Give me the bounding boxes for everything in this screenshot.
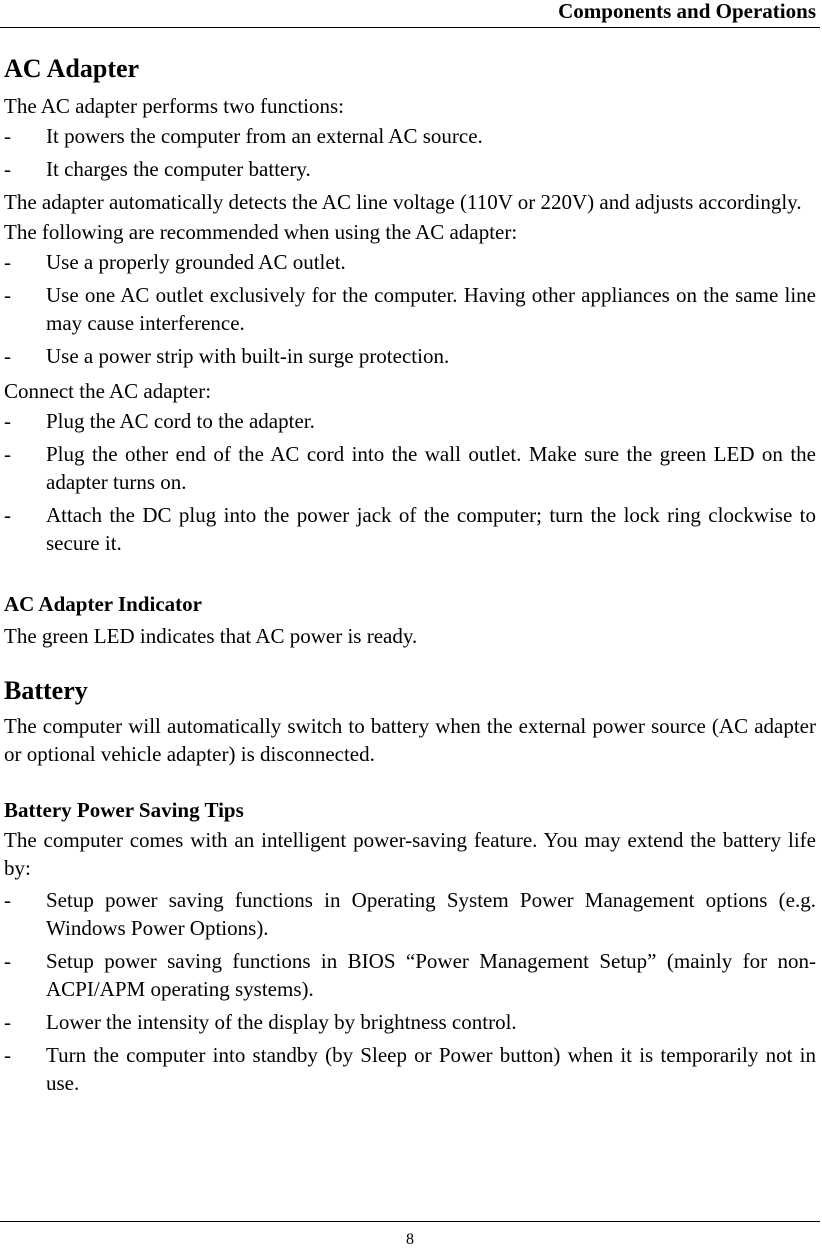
list-item-text: It charges the computer battery. xyxy=(46,157,311,181)
list-item xyxy=(4,1041,816,1097)
section-heading: AC Adapter xyxy=(4,54,140,83)
list-item xyxy=(4,342,816,370)
list-item-text: Attach the DC plug into the power jack of the computer; turn the lock ring clockwise to secure it. xyxy=(46,503,816,555)
list-item xyxy=(4,501,816,557)
page-footer xyxy=(0,1221,820,1248)
paragraph: The following are recommended when using the AC adapter: xyxy=(4,220,518,244)
section-heading: Battery xyxy=(4,676,88,705)
page-header xyxy=(0,0,820,28)
list-item-text: Plug the other end of the AC cord into the wall outlet. Make sure the green LED on the adapter turns on. xyxy=(46,442,816,494)
list-marker: - xyxy=(4,124,11,148)
ac-adapter-section xyxy=(4,48,816,652)
paragraph: The green LED indicates that AC power is ready. xyxy=(4,624,418,648)
list-item-text: Setup power saving functions in Operating System Power Management options (e.g. Windows Power Options). xyxy=(46,888,816,940)
subsection-heading: Battery Power Saving Tips xyxy=(4,798,244,822)
list-marker: - xyxy=(4,157,11,181)
paragraph: The adapter automatically detects the AC line voltage (110V or 220V) and adjusts accordingly. xyxy=(4,190,802,214)
list-item-text: Use a properly grounded AC outlet. xyxy=(46,250,346,274)
list-item-text: Setup power saving functions in BIOS “Power Management Setup” (mainly for non-ACPI/APM operating systems). xyxy=(46,949,816,1001)
list-item xyxy=(4,1008,816,1036)
list-marker: - xyxy=(4,1010,11,1034)
page-content xyxy=(4,48,816,1102)
list-marker: - xyxy=(4,283,11,307)
list-marker: - xyxy=(4,1043,11,1067)
list-marker: - xyxy=(4,344,11,368)
list-item-text: Use one AC outlet exclusively for the computer. Having other appliances on the same line may cause interference. xyxy=(46,283,816,335)
battery-section xyxy=(4,670,816,1097)
subsection-heading: AC Adapter Indicator xyxy=(4,592,202,616)
list-item xyxy=(4,947,816,1003)
list-marker: - xyxy=(4,250,11,274)
header-title: Components and Operations xyxy=(558,0,816,23)
list-marker: - xyxy=(4,409,11,433)
list-item xyxy=(4,122,816,150)
list-item-text: Plug the AC cord to the adapter. xyxy=(46,409,315,433)
list-item xyxy=(4,248,816,276)
list-item xyxy=(4,155,816,183)
list-marker: - xyxy=(4,949,11,973)
list-marker: - xyxy=(4,888,11,912)
list-marker: - xyxy=(4,503,11,527)
list-item xyxy=(4,440,816,496)
list-item xyxy=(4,407,816,435)
list-item xyxy=(4,886,816,942)
list-item xyxy=(4,281,816,337)
paragraph: Connect the AC adapter: xyxy=(4,379,212,403)
paragraph: The computer will automatically switch to battery when the external power source (AC adapter or optional vehicle adapter) is disconnected. xyxy=(4,714,816,766)
list-item-text: Turn the computer into standby (by Sleep or Power button) when it is temporarily not in use. xyxy=(46,1043,816,1095)
list-item-text: It powers the computer from an external AC source. xyxy=(46,124,483,148)
paragraph: The AC adapter performs two functions: xyxy=(4,94,344,118)
list-item-text: Lower the intensity of the display by brightness control. xyxy=(46,1010,517,1034)
list-marker: - xyxy=(4,442,11,466)
paragraph: The computer comes with an intelligent power-saving feature. You may extend the battery life by: xyxy=(4,828,816,880)
page-number: 8 xyxy=(406,1231,414,1248)
list-item-text: Use a power strip with built-in surge protection. xyxy=(46,344,450,368)
